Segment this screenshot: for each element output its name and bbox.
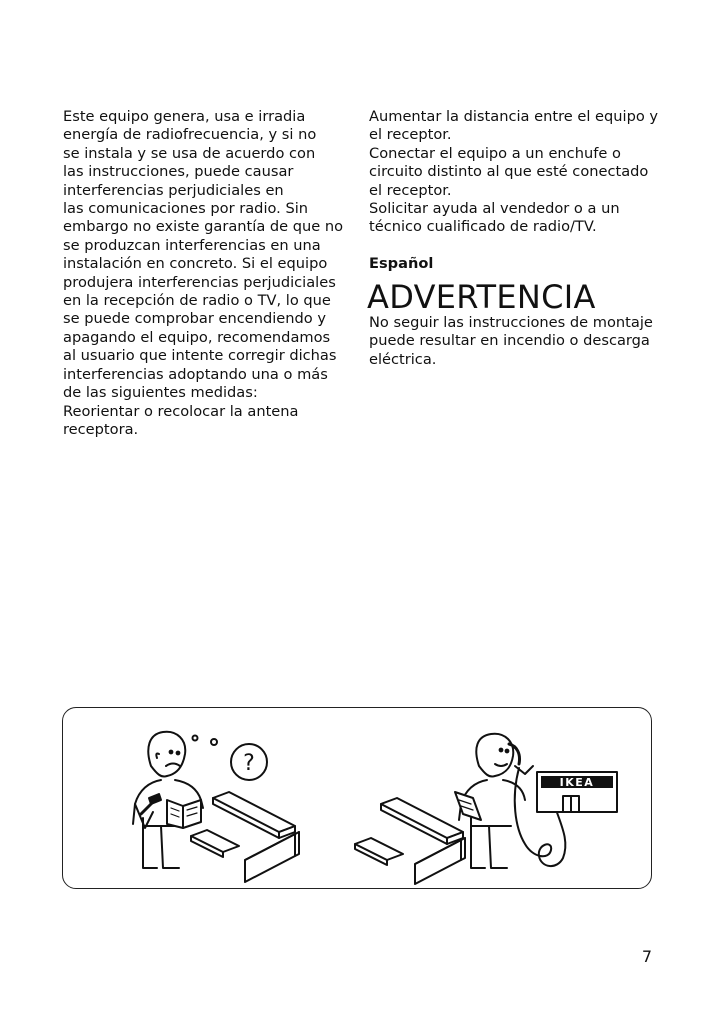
text-line: Aumentar la distancia entre el equipo y — [369, 108, 659, 125]
text-line: No seguir las instrucciones de montaje — [369, 314, 653, 331]
text-line: puede resultar en incendio o descarga — [369, 332, 650, 350]
question-mark: ? — [243, 751, 255, 776]
text-line: Reorientar o recolocar la antena — [63, 402, 299, 420]
assembly-help-illustration — [63, 708, 653, 890]
text-line: se puede comprobar encendiendo y — [63, 310, 326, 328]
text-line: técnico cualificado de radio/TV. — [369, 218, 597, 236]
text-line: las instrucciones, puede causar — [63, 163, 294, 181]
ikea-store-building — [537, 772, 617, 812]
text-line: Este equipo genera, usa e irradia — [63, 108, 306, 125]
text-line: al usuario que intente corregir dichas — [63, 347, 337, 365]
body-text-right-column — [369, 108, 669, 237]
furniture-pieces-left — [191, 792, 299, 882]
text-line: Solicitar ayuda al vendedor o a un — [369, 200, 620, 218]
text-line: energía de radiofrecuencia, y si no — [63, 126, 317, 144]
help-illustration-panel — [62, 707, 652, 889]
text-line: interferencias perjudiciales en — [63, 181, 284, 199]
text-line: eléctrica. — [369, 350, 437, 368]
text-line: las comunicaciones por radio. Sin — [63, 200, 309, 218]
language-heading: Español — [369, 255, 434, 272]
warning-text — [369, 314, 669, 369]
warning-title: ADVERTENCIA — [367, 278, 596, 316]
text-line: se instala y se usa de acuerdo con — [63, 144, 316, 162]
text-line: el receptor. — [369, 126, 452, 144]
ikea-sign: IKEA — [559, 776, 595, 789]
text-line: embargo no existe garantía de que no — [63, 218, 344, 236]
text-line: apagando el equipo, recomendamos — [63, 328, 331, 346]
thought-dot — [211, 739, 217, 745]
thought-dot — [193, 736, 198, 741]
text-line: circuito distinto al que esté conectado — [369, 163, 649, 181]
furniture-pieces-right — [355, 798, 465, 884]
body-text-left-column — [63, 108, 353, 439]
text-line: interferencias adoptando una o más — [63, 365, 328, 383]
text-line: receptora. — [63, 420, 139, 438]
text-line: en la recepción de radio o TV, lo que — [63, 292, 331, 310]
text-line: se produzcan interferencias en una — [63, 236, 321, 254]
text-line: Conectar el equipo a un enchufe o — [369, 144, 621, 162]
confused-person-figure — [133, 732, 203, 868]
text-line: de las siguientes medidas: — [63, 384, 258, 402]
text-line: instalación en concreto. Si el equipo — [63, 255, 328, 273]
text-line: el receptor. — [369, 181, 452, 199]
page-number: 7 — [641, 947, 652, 966]
question-bubble — [231, 744, 267, 780]
text-line: produjera interferencias perjudiciales — [63, 273, 336, 291]
